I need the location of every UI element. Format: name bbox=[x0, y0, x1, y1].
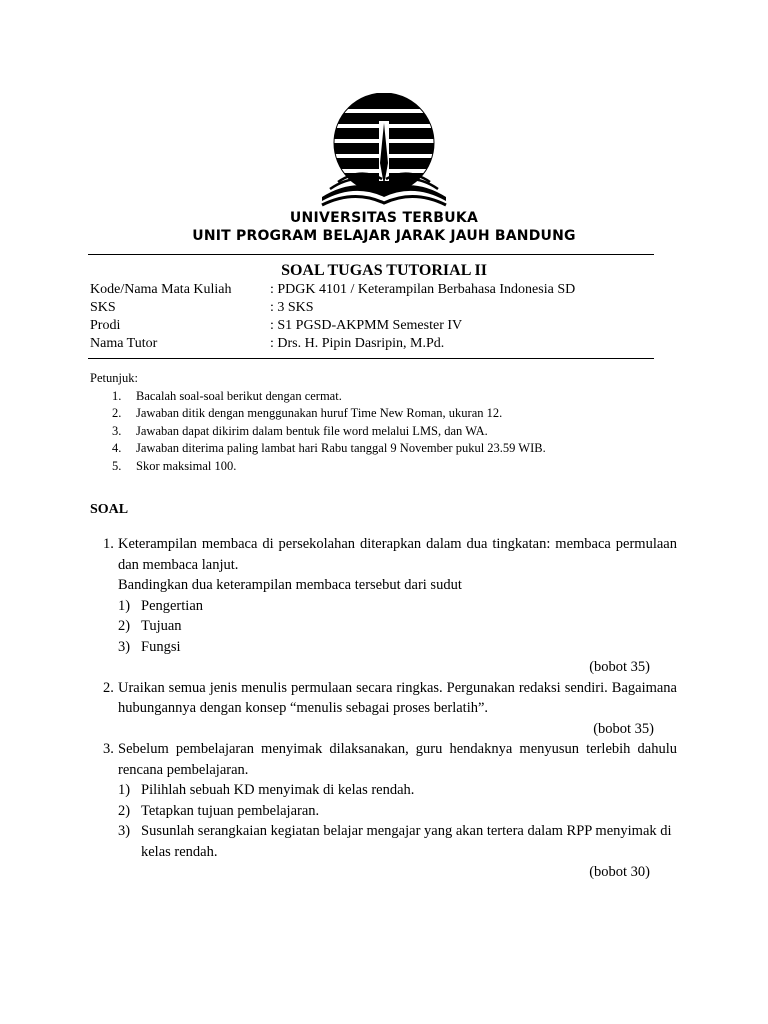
instruction-item bbox=[90, 423, 546, 441]
instructions-list bbox=[90, 388, 546, 476]
sub-item-number: 1) bbox=[118, 782, 131, 798]
instruction-item bbox=[90, 388, 546, 406]
sub-item bbox=[118, 801, 677, 822]
sub-item-number: 1) bbox=[118, 597, 131, 614]
sub-item-number: 3) bbox=[118, 638, 131, 655]
instruction-text: Jawaban diterima paling lambat hari Rabu tanggal 9 November pukul 23.59 WIB. bbox=[136, 441, 546, 455]
question-text: Sebelum pembelajaran menyimak dilaksanakan, guru hendaknya menyusun terlebih dahulu rencana pembelajaran. bbox=[118, 741, 677, 778]
soal-heading: SOAL bbox=[90, 502, 129, 517]
question-number: 2. bbox=[103, 679, 114, 696]
instruction-text: Bacalah soal-soal berikut dengan cermat. bbox=[136, 388, 342, 403]
info-value: : S1 PGSD-AKPMM Semester IV bbox=[270, 318, 463, 333]
sub-item-number: 2) bbox=[118, 802, 131, 819]
sub-item-text: Tujuan bbox=[141, 618, 182, 634]
instruction-text: Skor maksimal 100. bbox=[136, 458, 237, 473]
sub-item-number: 3) bbox=[118, 823, 131, 839]
sub-item bbox=[118, 780, 677, 801]
question-number: 1. bbox=[103, 536, 114, 552]
info-value: : PDGK 4101 / Keterampilan Berbahasa Indonesia SD bbox=[270, 282, 576, 297]
universitas-terbuka-logo bbox=[320, 93, 448, 211]
question-text: Uraikan semua jenis menulis permulaan secara ringkas. Pergunakan redaksi sendiri. Bagaimana hubungannya dengan konsep “menulis sebagai proses berlatih”. bbox=[118, 679, 677, 716]
course-info bbox=[90, 281, 650, 353]
sub-item bbox=[118, 596, 677, 617]
instruction-number: 2. bbox=[112, 406, 122, 420]
sub-item-text: Pilihlah sebuah KD menyimak di kelas rendah. bbox=[141, 782, 415, 798]
question-1 bbox=[90, 534, 677, 678]
sub-item bbox=[118, 616, 677, 637]
question-list bbox=[90, 534, 677, 883]
info-row-sks bbox=[90, 299, 650, 317]
instruction-item bbox=[90, 440, 546, 458]
question-weight: (bobot 35) bbox=[589, 659, 650, 675]
question-text: Keterampilan membaca di persekolahan diterapkan dalam dua tingkatan: membaca permulaan dan membaca lanjut. bbox=[118, 536, 677, 573]
question-weight: (bobot 30) bbox=[589, 864, 650, 880]
instruction-text: Jawaban ditik dengan menggunakan huruf Time New Roman, ukuran 12. bbox=[136, 406, 503, 420]
info-row-course bbox=[90, 281, 650, 299]
instruction-number: 1. bbox=[112, 388, 122, 403]
info-label: Nama Tutor bbox=[90, 336, 158, 351]
document-title: SOAL TUGAS TUTORIAL II bbox=[281, 262, 487, 279]
sub-item bbox=[118, 821, 677, 862]
question-2 bbox=[90, 678, 677, 740]
instructions-heading: Petunjuk: bbox=[90, 371, 138, 385]
info-label: Prodi bbox=[90, 318, 121, 333]
header-divider bbox=[88, 254, 654, 255]
sub-item-text: Pengertian bbox=[141, 597, 204, 614]
instruction-number: 5. bbox=[112, 458, 122, 473]
unit-name: UNIT PROGRAM BELAJAR JARAK JAUH BANDUNG bbox=[192, 228, 576, 244]
instruction-text: Jawaban dapat dikirim dalam bentuk file word melalui LMS, dan WA. bbox=[136, 423, 488, 438]
question-3 bbox=[90, 739, 677, 883]
sub-item-number: 2) bbox=[118, 618, 131, 634]
university-name: UNIVERSITAS TERBUKA bbox=[289, 210, 479, 226]
sub-item-text: Susunlah serangkaian kegiatan belajar mengajar yang akan tertera dalam RPP menyimak di kelas rendah. bbox=[141, 823, 672, 860]
instruction-number: 3. bbox=[112, 423, 122, 438]
sub-item bbox=[118, 637, 677, 658]
instructions bbox=[90, 370, 546, 475]
instruction-item bbox=[90, 405, 546, 423]
info-value: : 3 SKS bbox=[270, 300, 314, 315]
sub-item-text: Tetapkan tujuan pembelajaran. bbox=[141, 802, 320, 819]
info-row-tutor bbox=[90, 335, 650, 353]
info-row-prodi bbox=[90, 317, 650, 335]
info-label: Kode/Nama Mata Kuliah bbox=[90, 282, 232, 297]
instruction-number: 4. bbox=[112, 441, 122, 455]
question-text-continued: Bandingkan dua keterampilan membaca tersebut dari sudut bbox=[118, 577, 462, 593]
info-divider bbox=[88, 358, 654, 359]
question-number: 3. bbox=[103, 741, 114, 757]
sub-item-text: Fungsi bbox=[141, 638, 181, 655]
instruction-item bbox=[90, 458, 546, 476]
question-weight: (bobot 35) bbox=[593, 720, 654, 737]
info-label: SKS bbox=[90, 300, 116, 315]
info-value: : Drs. H. Pipin Dasripin, M.Pd. bbox=[270, 336, 445, 351]
